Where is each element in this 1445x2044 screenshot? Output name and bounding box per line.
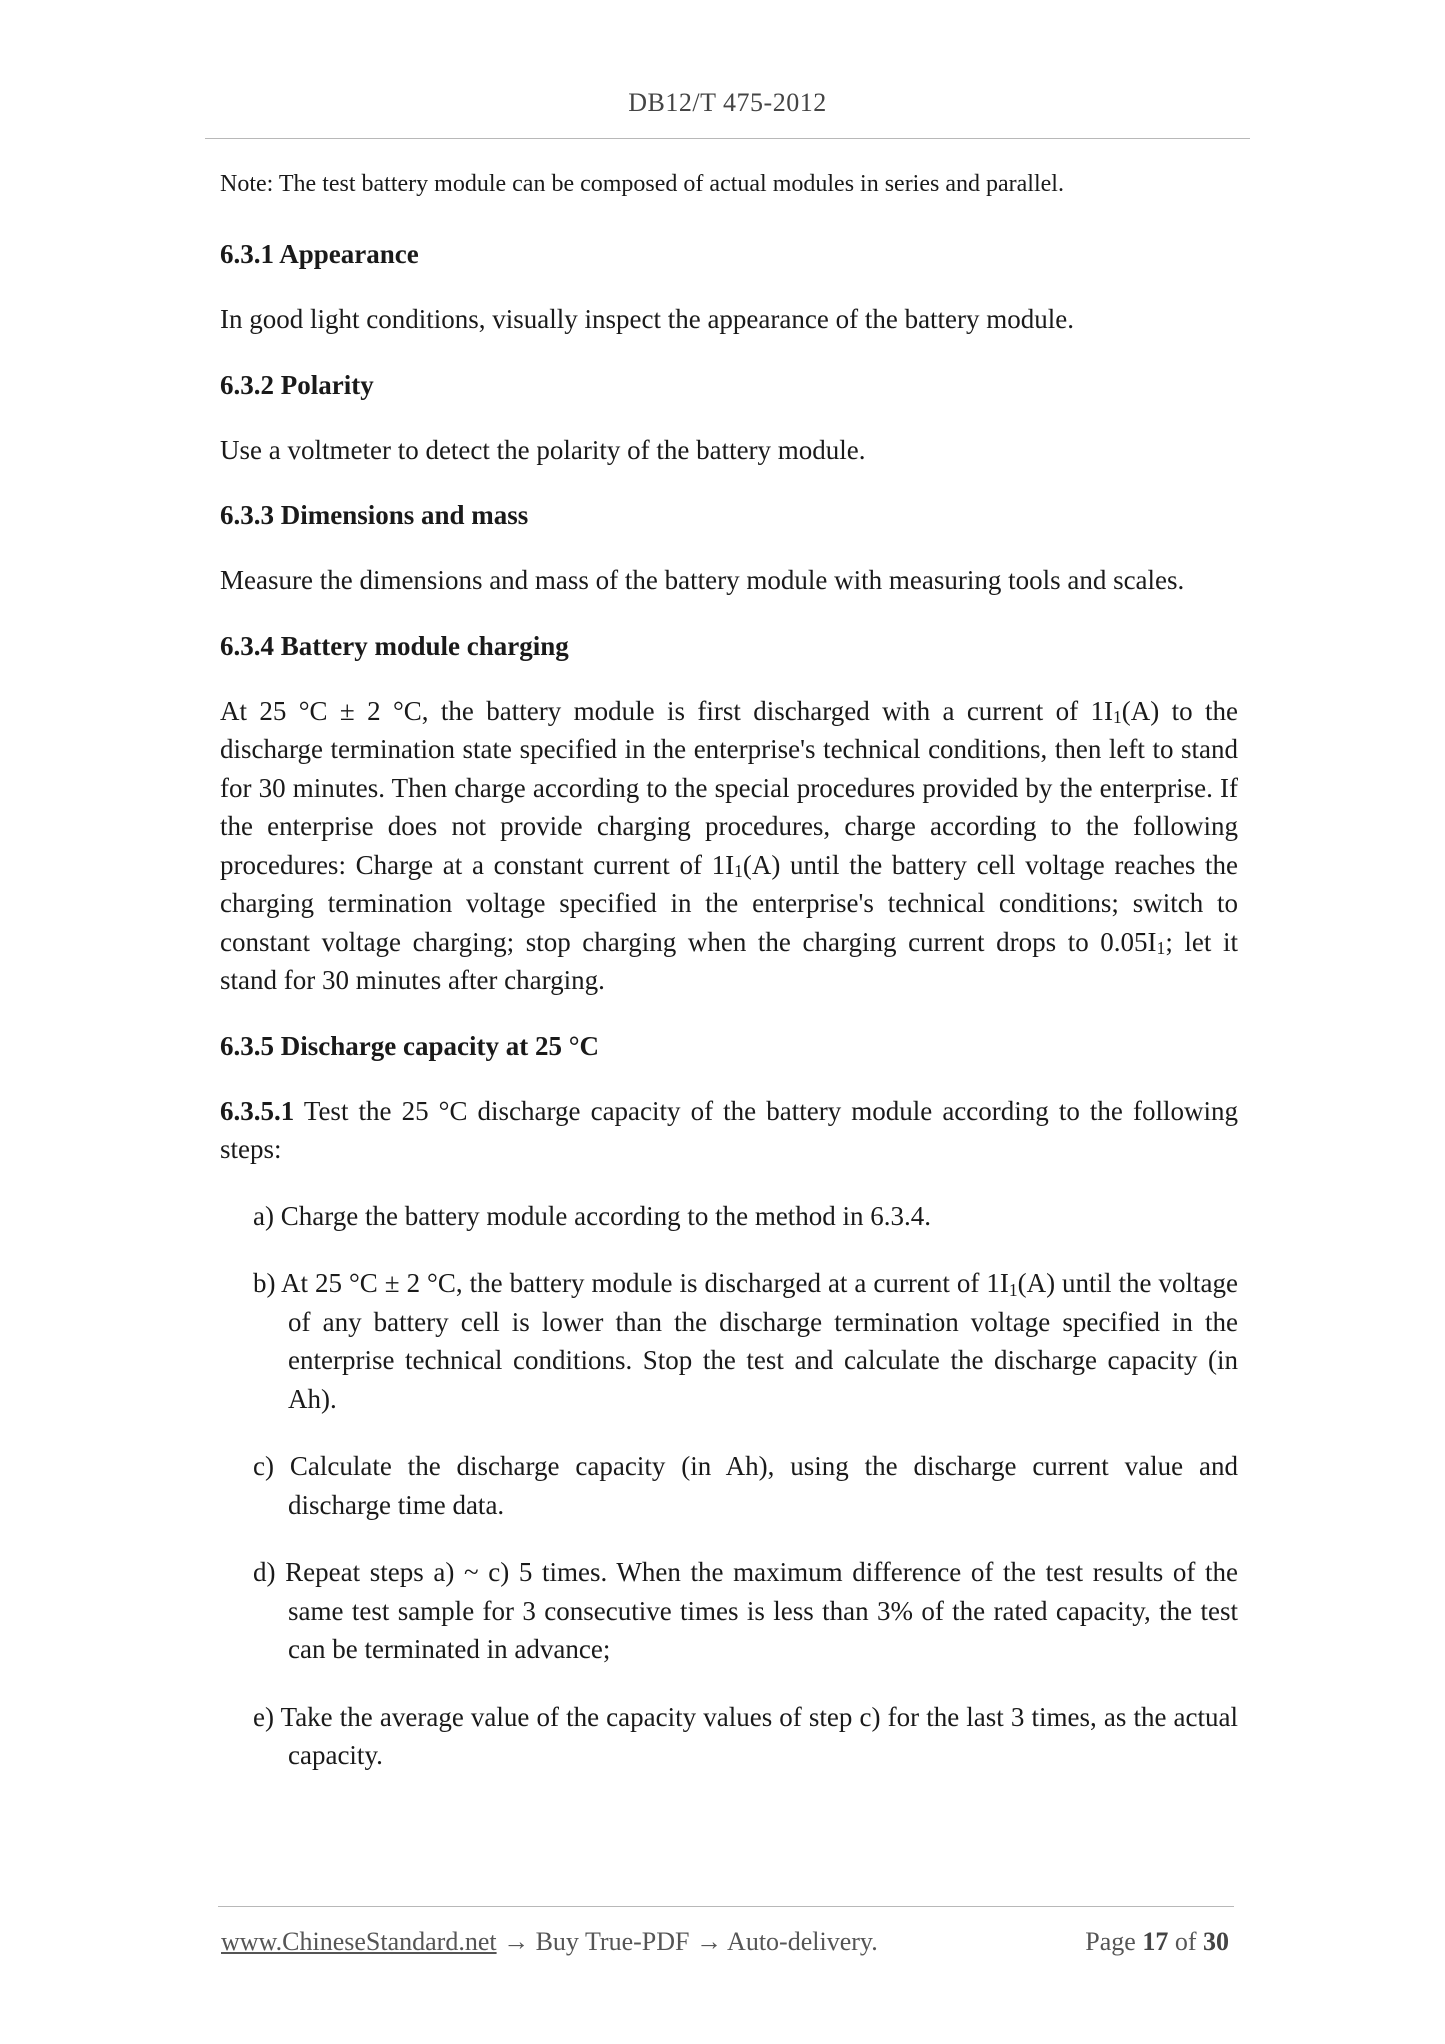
paragraph-text: (A) to the discharge termination state specified in the enterprise's technical conditions, then left to stand for 30 minutes. Then charge according to the special procedures provided by the enterprise. If the enterprise does not provide charging procedures, charge according to the following procedures: Charge at a constant current of 1I <box>220 695 1239 880</box>
page-header <box>205 86 1250 139</box>
step-b <box>253 1264 1238 1418</box>
footer-tagline: → Buy True-PDF → Auto-delivery. <box>496 1927 878 1956</box>
subscript: 1 <box>734 861 743 881</box>
heading-6-3-3: 6.3.3 Dimensions and mass <box>220 500 529 530</box>
step-d: d) Repeat steps a) ~ c) 5 times. When the maximum difference of the test results of the same test sample for 3 consecutive times is less than 3% of the rated capacity, the test can be terminated in advance; <box>253 1557 1238 1664</box>
subscript: 1 <box>1156 938 1166 958</box>
heading-6-3-2: 6.3.2 Polarity <box>220 369 374 400</box>
paragraph-6-3-4 <box>220 692 1238 1000</box>
step-text: (A) until the voltage of any battery cell is lower than the discharge termination voltage specified in the enterprise technical conditions. Stop the test and calculate the discharge capacity (in Ah). <box>288 1268 1238 1414</box>
heading-6-3-4: 6.3.4 Battery module charging <box>220 630 569 661</box>
of-word: of <box>1174 1927 1197 1956</box>
step-e: e) Take the average value of the capacity values of step c) for the last 3 times, as the actual capacity. <box>253 1701 1238 1770</box>
heading-6-3-1: 6.3.1 Appearance <box>220 239 419 269</box>
page-footer <box>218 1906 1234 1967</box>
page-indicator <box>1085 1927 1229 1957</box>
site-link[interactable]: www.ChineseStandard.net <box>221 1927 497 1956</box>
paragraph-text: (A) until the battery cell voltage reaches the charging termination voltage specified in the enterprise's technical conditions; switch to constant voltage charging; stop charging when the charging current drops to 0.05I <box>220 849 1238 957</box>
subscript: 1 <box>1113 707 1122 727</box>
page-content <box>220 168 1238 1804</box>
page-total: 30 <box>1203 1927 1229 1956</box>
page-word: Page <box>1085 1927 1136 1956</box>
note-text: Note: The test battery module can be composed of actual modules in series and parallel. <box>220 171 1064 197</box>
subscript: 1 <box>1008 1279 1018 1300</box>
paragraph-6-3-5-1 <box>220 1092 1238 1169</box>
step-a: a) Charge the battery module according to the method in 6.3.4. <box>253 1200 932 1231</box>
footer-left <box>221 1927 878 1957</box>
paragraph-6-3-1: In good light conditions, visually inspect the appearance of the battery module. <box>220 304 1075 334</box>
step-text: b) At 25 °C ± 2 °C, the battery module is discharged at a current of 1I <box>253 1268 1009 1298</box>
steps-list <box>220 1197 1238 1775</box>
document-code: DB12/T 475-2012 <box>628 88 827 117</box>
paragraph-text: ; let it stand for 30 minutes after charging. <box>220 926 1238 995</box>
paragraph-6-3-3: Measure the dimensions and mass of the battery module with measuring tools and scales. <box>220 565 1185 595</box>
clause-number: 6.3.5.1 <box>220 1095 295 1126</box>
heading-6-3-5: 6.3.5 Discharge capacity at 25 °C <box>220 1030 599 1061</box>
paragraph-text: Test the 25 °C discharge capacity of the battery module according to the following steps: <box>220 1095 1238 1164</box>
page-current: 17 <box>1142 1927 1169 1956</box>
paragraph-6-3-2: Use a voltmeter to detect the polarity of the battery module. <box>220 434 866 465</box>
paragraph-text: At 25 °C ± 2 °C, the battery module is first discharged with a current of 1I <box>220 695 1114 726</box>
step-c: c) Calculate the discharge capacity (in Ah), using the discharge current value and discharge time data. <box>253 1451 1238 1520</box>
